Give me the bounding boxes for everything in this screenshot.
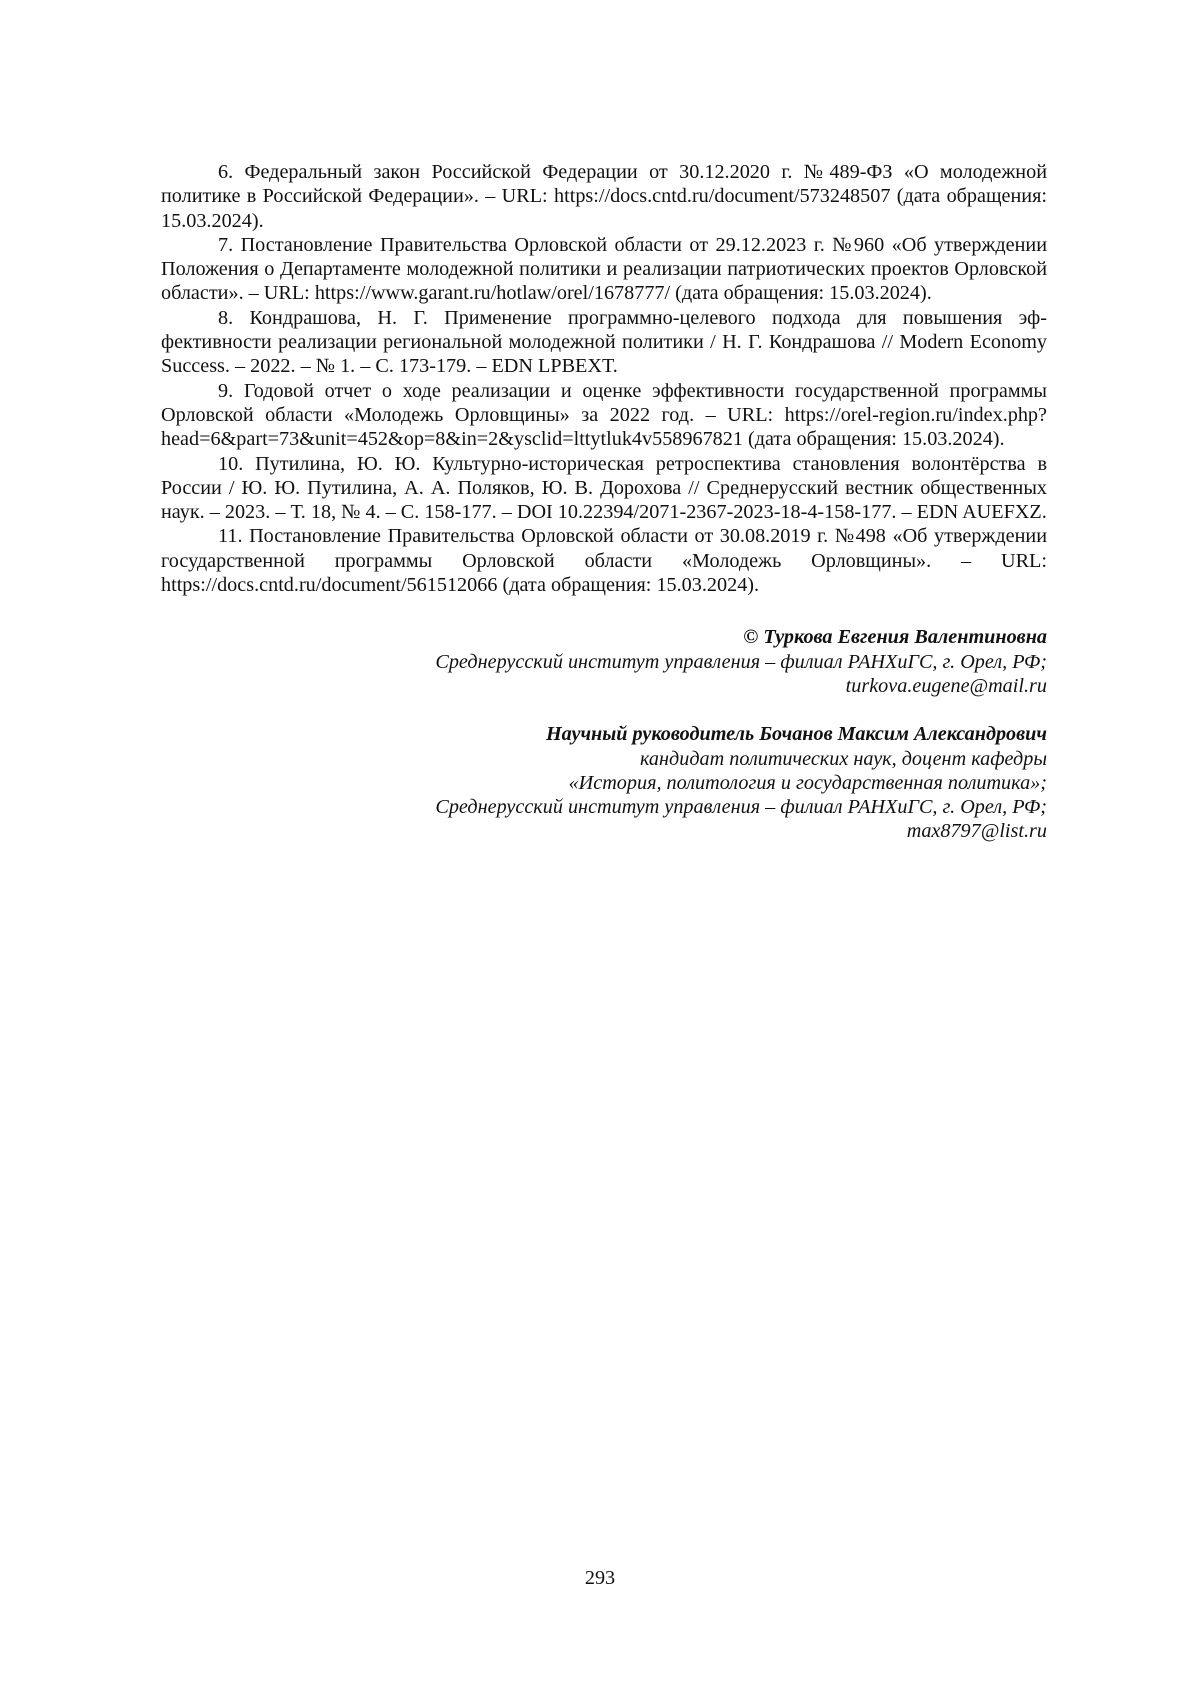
reference-item-8: 8. Кондрашова, Н. Г. Применение программно-целевого подхода для повышения эффективности реализации региональной молодежной политики / Н. Г. Кондрашова // Modern Economy Success. – 2022. – № 1. – С. 173-179. – EDN LPBEXT. (161, 306, 1047, 378)
reference-item-6: 6. Федеральный закон Российской Федерации от 30.12.2020 г. №489-ФЗ «О молодежной политике в Российской Федерации». – URL: https://docs.cntd.ru/document/573248507 (дата обращения: 15.03.2024). (161, 161, 1047, 232)
author-affiliation: Среднерусский институт управления – филиал РАНХиГС, г. Орел, РФ; (435, 650, 1047, 673)
author-block (161, 625, 1047, 843)
reference-item-9: 9. Годовой отчет о ходе реализации и оценке эффективности государственной программы Орловской области «Молодежь Орловщины» за 2022 год. – URL: https://orel-region.ru/index.php?head=6&part=73&unit=452&op=8&in=2&ysclid=lttytluk4v558967821 (дата обращения: 15.03.2024). (161, 379, 1047, 451)
author-name: © Туркова Евгения Валентиновна (743, 626, 1047, 649)
page-content (161, 160, 1047, 844)
supervisor-affiliation: Среднерусский институт управления – филиал РАНХиГС, г. Орел, РФ; (435, 796, 1047, 819)
reference-item-11: 11. Постановление Правительства Орловской области от 30.08.2019 г. №498 «Об утверждении государственной программы Орловской области «Молодежь Орловщины». – URL: https://docs.cntd.ru/document/561512066 (дата обращения: 15.03.2024). (161, 525, 1047, 597)
author-email: turkova.eugene@mail.ru (845, 674, 1047, 697)
supervisor-position-line1: кандидат политических наук, доцент кафедры (639, 747, 1047, 770)
reference-item-10: 10. Путилина, Ю. Ю. Культурно-историческая ретроспектива становления волонтёрства в России / Ю. Ю. Путилина, А. А. Поляков, Ю. В. Дорохова // Среднерусский вестник общественных наук. – 2023. – Т. 18, № 4. – С. 158-177. – DOI 10.22394/2071-2367-2023-18-4-158-177. – EDN AUEFXZ. (161, 452, 1047, 524)
supervisor-name: Научный руководитель Бочанов Максим Александрович (545, 723, 1047, 746)
page-number: 293 (584, 1567, 616, 1589)
supervisor-position-line2: «История, политология и государственная политика»; (568, 771, 1047, 794)
reference-list (161, 160, 1047, 597)
block-spacer (161, 698, 1047, 722)
reference-item-7: 7. Постановление Правительства Орловской области от 29.12.2023 г. №960 «Об утверждении Положения о Департаменте молодежной политики и реализации патриотических проектов Орловской области». – URL: https://www.garant.ru/hotlaw/orel/1678777/ (дата обращения: 15.03.2024). (161, 233, 1047, 305)
supervisor-email: max8797@list.ru (906, 820, 1047, 843)
